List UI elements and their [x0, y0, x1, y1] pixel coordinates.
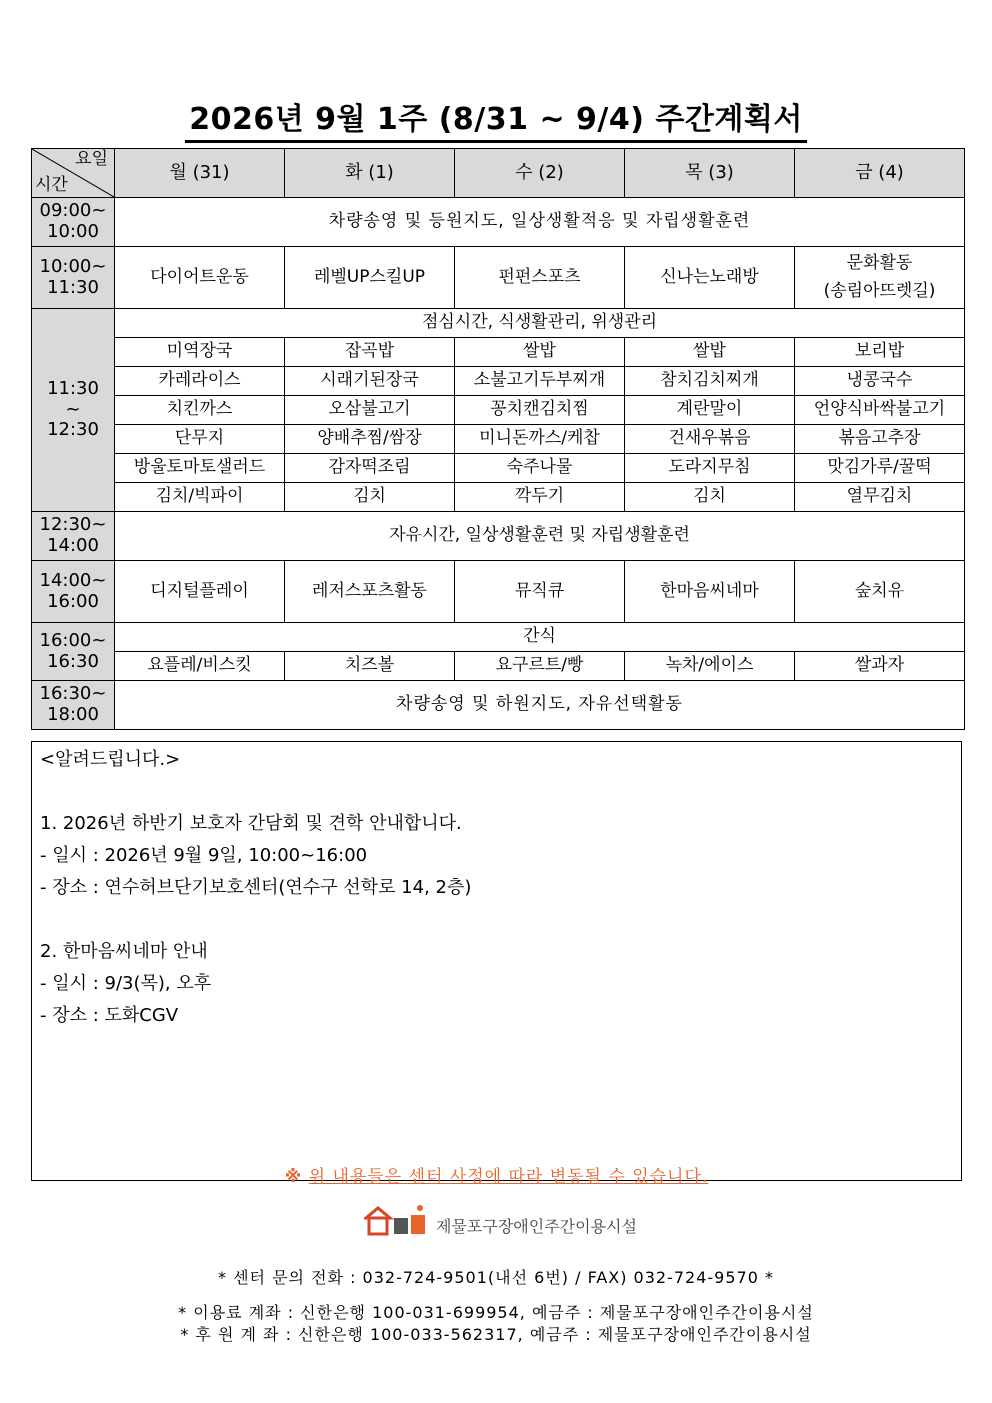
activity-fri-1000: 문화활동 (송림아뜨렛길)	[795, 247, 965, 309]
activity-morning-arrival: 차량송영 및 등원지도, 일상생활적응 및 자립생활훈련	[115, 198, 965, 247]
menu-item: 보리밥	[795, 338, 965, 367]
menu-item: 도라지무침	[625, 454, 795, 483]
activity-fri-1400: 숲치유	[795, 561, 965, 623]
schedule-row-1400	[32, 561, 965, 623]
warning-text: 위 내용들은 센터 사정에 따라 변동될 수 있습니다.	[308, 1167, 709, 1187]
corner-time-label: 시간	[35, 175, 68, 196]
schedule-row-0900	[32, 198, 965, 247]
day-header-row	[32, 149, 965, 198]
menu-item: 김치	[285, 483, 455, 512]
notice-line: 2. 한마음씨네마 안내	[40, 941, 208, 962]
menu-row	[32, 483, 965, 512]
contact-phone: * 센터 문의 전화 : 032-724-9501(내선 6번) / FAX) 032-724-9570 *	[218, 1268, 774, 1287]
menu-item: 쌀밥	[455, 338, 625, 367]
notice-heading: <알려드립니다.>	[40, 749, 181, 770]
snack-item: 녹차/에이스	[625, 652, 795, 681]
notice-line: - 일시 : 9/3(목), 오후	[40, 973, 212, 994]
snack-item: 쌀과자	[795, 652, 965, 681]
menu-item: 치킨까스	[115, 396, 285, 425]
menu-item: 잡곡밥	[285, 338, 455, 367]
facility-name: 제물포구장애인주간이용시설	[436, 1217, 637, 1236]
snack-item: 요플레/비스킷	[115, 652, 285, 681]
menu-item: 시래기된장국	[285, 367, 455, 396]
page-title: 2026년 9월 1주 (8/31 ~ 9/4) 주간계획서	[0, 94, 992, 143]
menu-item: 건새우볶음	[625, 425, 795, 454]
notice-line: - 장소 : 도화CGV	[40, 1005, 179, 1026]
menu-item: 언양식바싹불고기	[795, 396, 965, 425]
menu-item: 숙주나물	[455, 454, 625, 483]
schedule-row-1230	[32, 512, 965, 561]
time-cell-1230: 12:30~ 14:00	[32, 512, 115, 561]
time-cell-1000: 10:00~ 11:30	[32, 247, 115, 309]
menu-item: 소불고기두부찌개	[455, 367, 625, 396]
menu-item: 열무김치	[795, 483, 965, 512]
notice-line: - 일시 : 2026년 9월 9일, 10:00~16:00	[40, 845, 368, 866]
menu-item: 오삼불고기	[285, 396, 455, 425]
menu-item: 김치	[625, 483, 795, 512]
support-account: * 후 원 계 좌 : 신한은행 100-033-562317, 예금주 : 제물포구장애인주간이용시설	[180, 1325, 812, 1344]
menu-item: 단무지	[115, 425, 285, 454]
change-warning	[32, 1162, 961, 1187]
menu-item: 양배추찜/쌈장	[285, 425, 455, 454]
snack-item: 치즈볼	[285, 652, 455, 681]
day-header-thu: 목 (3)	[625, 149, 795, 198]
menu-item: 카레라이스	[115, 367, 285, 396]
menu-item: 냉콩국수	[795, 367, 965, 396]
snack-row	[32, 652, 965, 681]
menu-item: 계란말이	[625, 396, 795, 425]
notice-line: 1. 2026년 하반기 보호자 간담회 및 견학 안내합니다.	[40, 813, 462, 834]
schedule-row-1630	[32, 681, 965, 730]
notice-box	[31, 741, 962, 1187]
menu-row	[32, 454, 965, 483]
lunch-header-row	[32, 309, 965, 338]
activity-tue-1000: 레벨UP스킬UP	[285, 247, 455, 309]
snack-item: 요구르트/빵	[455, 652, 625, 681]
activity-wed-1400: 뮤직큐	[455, 561, 625, 623]
activity-tue-1400: 레저스포츠활동	[285, 561, 455, 623]
schedule-row-1000	[32, 247, 965, 309]
lunch-header: 점심시간, 식생활관리, 위생관리	[115, 309, 965, 338]
activity-wed-1000: 펀펀스포츠	[455, 247, 625, 309]
day-header-mon: 월 (31)	[115, 149, 285, 198]
activity-mon-1400: 디지털플레이	[115, 561, 285, 623]
activity-thu-1400: 한마음씨네마	[625, 561, 795, 623]
menu-item: 볶음고추장	[795, 425, 965, 454]
activity-thu-1000: 신나는노래방	[625, 247, 795, 309]
menu-row	[32, 425, 965, 454]
notice-line: - 장소 : 연수허브단기보호센터(연수구 선학로 14, 2층)	[40, 877, 472, 898]
activity-free-time: 자유시간, 일상생활훈련 및 자립생활훈련	[115, 512, 965, 561]
menu-row	[32, 338, 965, 367]
day-header-tue: 화 (1)	[285, 149, 455, 198]
corner-day-label: 요일	[75, 149, 108, 169]
activity-evening-departure: 차량송영 및 하원지도, 자유선택활동	[115, 681, 965, 730]
corner-cell	[32, 149, 115, 198]
menu-item: 참치김치찌개	[625, 367, 795, 396]
fee-account: * 이용료 계좌 : 신한은행 100-031-699954, 예금주 : 제물포구장애인주간이용시설	[178, 1303, 814, 1322]
facility-logo-icon	[364, 1200, 430, 1240]
menu-item: 미니돈까스/케찹	[455, 425, 625, 454]
menu-item: 감자떡조림	[285, 454, 455, 483]
menu-item: 미역장국	[115, 338, 285, 367]
menu-item: 깍두기	[455, 483, 625, 512]
activity-mon-1000: 다이어트운동	[115, 247, 285, 309]
time-cell-1130: 11:30 ~ 12:30	[32, 309, 115, 512]
time-cell-1400: 14:00~ 16:00	[32, 561, 115, 623]
menu-item: 김치/빅파이	[115, 483, 285, 512]
weekly-schedule-table	[31, 148, 965, 730]
menu-item: 꽁치캔김치찜	[455, 396, 625, 425]
menu-item: 방울토마토샐러드	[115, 454, 285, 483]
menu-item: 맛김가루/꿀떡	[795, 454, 965, 483]
time-cell-0900: 09:00~ 10:00	[32, 198, 115, 247]
snack-header-row	[32, 623, 965, 652]
day-header-wed: 수 (2)	[455, 149, 625, 198]
time-cell-1630: 16:30~ 18:00	[32, 681, 115, 730]
time-cell-1600: 16:00~ 16:30	[32, 623, 115, 681]
menu-row	[32, 396, 965, 425]
snack-header: 간식	[115, 623, 965, 652]
menu-item: 쌀밥	[625, 338, 795, 367]
menu-row	[32, 367, 965, 396]
warning-mark: ※	[284, 1167, 303, 1187]
day-header-fri: 금 (4)	[795, 149, 965, 198]
